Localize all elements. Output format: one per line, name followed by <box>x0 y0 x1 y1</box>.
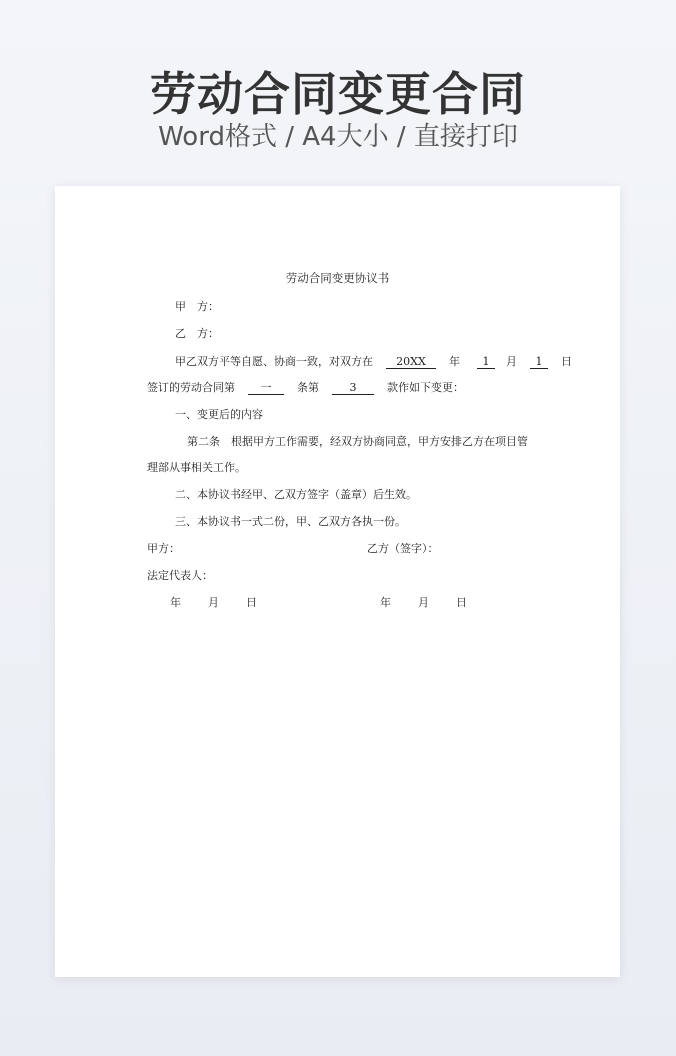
paragraph-1-line-2 <box>147 381 464 395</box>
month-field: 1 <box>477 356 495 369</box>
para1-line1-prefix: 甲乙双方平等自愿、协商一致，对双方在 <box>175 355 373 368</box>
party-b-label: 乙 方： <box>175 327 219 340</box>
date-right-year: 年 <box>380 596 391 609</box>
document-title: 劳动合同变更协议书 <box>285 271 390 285</box>
legal-representative: 法定代表人： <box>147 569 213 582</box>
year-unit: 年 <box>449 355 460 368</box>
signature-party-a: 甲方： <box>147 542 180 555</box>
banner-subtitle: Word格式 / A4大小 / 直接打印 <box>158 122 518 152</box>
date-right-day: 日 <box>456 596 467 609</box>
article-mid-text: 条第 <box>297 381 319 394</box>
date-right <box>380 596 467 610</box>
para1-line2-prefix: 签订的劳动合同第 <box>147 381 235 394</box>
paragraph-1-line-1 <box>175 355 572 369</box>
date-left-year: 年 <box>170 596 181 609</box>
article-2-line-2: 理部从事相关工作。 <box>147 461 246 474</box>
month-unit: 月 <box>506 355 517 368</box>
day-unit: 日 <box>561 355 572 368</box>
para1-line2-suffix: 款作如下变更： <box>387 381 464 394</box>
date-right-month: 月 <box>418 596 429 609</box>
party-a-label: 甲 方： <box>175 300 219 313</box>
year-field: 20XX <box>386 356 436 369</box>
document-page <box>55 186 620 977</box>
day-field: 1 <box>530 356 548 369</box>
date-left-day: 日 <box>246 596 257 609</box>
clause-copies: 三、本协议书一式二份，甲、乙双方各执一份。 <box>175 515 406 528</box>
date-left <box>170 596 257 610</box>
date-left-month: 月 <box>208 596 219 609</box>
clause-field: 3 <box>332 382 374 395</box>
clause-effect: 二、本协议书经甲、乙双方签字（盖章）后生效。 <box>175 488 417 501</box>
signature-party-b: 乙方（签字）： <box>367 542 439 555</box>
article-field: 一 <box>248 382 284 395</box>
article-2-line-1: 第二条 根据甲方工作需要，经双方协商同意，甲方安排乙方在项目管 <box>187 435 528 448</box>
banner-title: 劳动合同变更合同 <box>150 67 526 121</box>
section-1-heading: 一、变更后的内容 <box>175 408 263 421</box>
